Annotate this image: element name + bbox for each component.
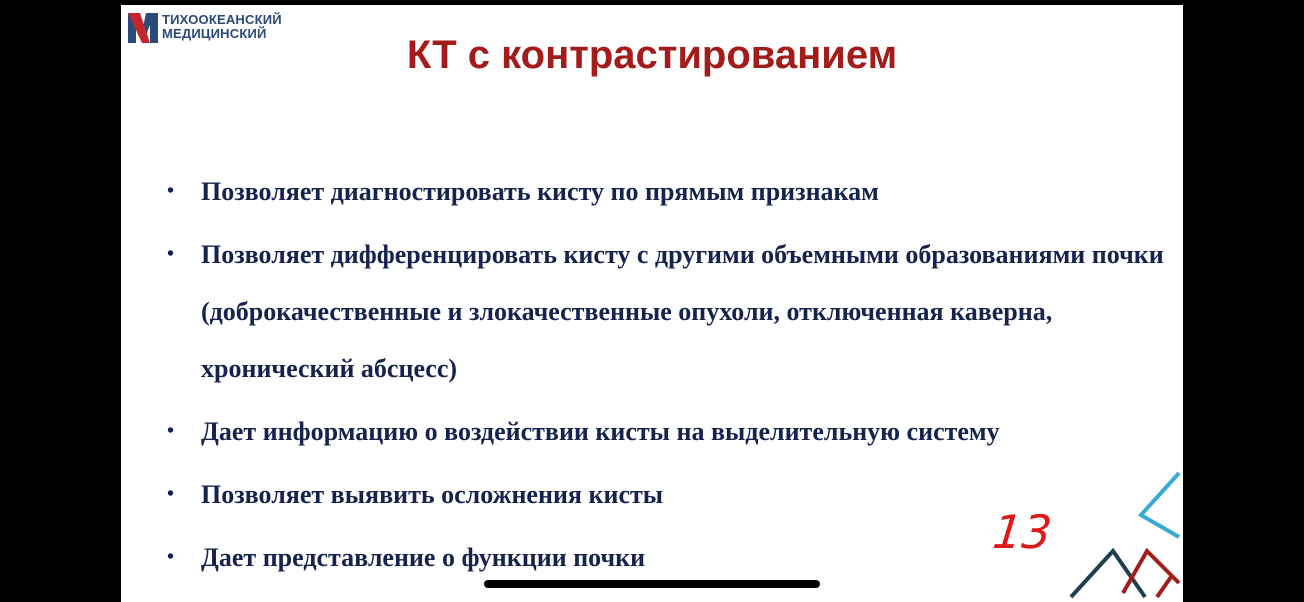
logo-line-2: МЕДИЦИНСКИЙ xyxy=(162,26,267,41)
bullet-icon: • xyxy=(167,483,175,505)
bullet-item xyxy=(167,226,1181,397)
decorative-corner-icon xyxy=(1061,465,1183,602)
bullet-text: Позволяет дифференцировать кисту с другими объемными образованиями почки (доброкачественные и злокачественные опухоли, отключенная каверна, хронический абсцесс) xyxy=(201,240,1164,383)
presentation-slide xyxy=(121,5,1183,602)
bullet-text: Позволяет диагностировать кисту по прямым признакам xyxy=(201,177,879,206)
bullet-icon: • xyxy=(167,420,175,442)
bullet-text: Позволяет выявить осложнения кисты xyxy=(201,480,664,509)
bullet-item xyxy=(167,403,1181,460)
bullet-icon: • xyxy=(167,180,175,202)
bullet-item xyxy=(167,163,1181,220)
bullet-icon: • xyxy=(167,546,175,568)
handwritten-page-number: 13 xyxy=(990,505,1055,559)
bullet-text: Дает представление о функции почки xyxy=(201,543,646,572)
home-indicator-bar[interactable] xyxy=(484,580,820,588)
bullet-icon: • xyxy=(167,243,175,265)
logo-line-1: ТИХООКЕАНСКИЙ xyxy=(162,12,282,27)
slide-title: КТ с контрастированием xyxy=(406,33,898,77)
bullet-text: Дает информацию о воздействии кисты на выделительную систему xyxy=(201,417,1000,446)
